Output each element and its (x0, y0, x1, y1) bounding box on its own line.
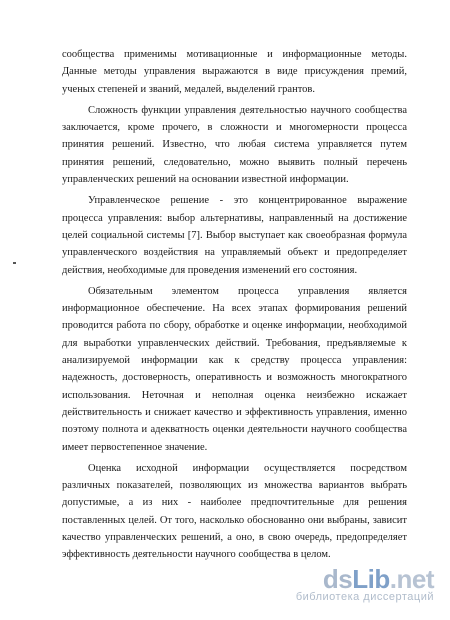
watermark-logo (323, 566, 434, 592)
paragraph: Управленческое решение - это концентрированное выражение процесса управления: выбор альтернативы, направленный на достижение целей социальной системы [7]. Выбор выступает как своеобразная формула управленческого воздействия на управляемый объект и предопределяет действия, необходимые для проведения изменений его состояния. (62, 195, 407, 276)
paragraph: сообщества применимы мотивационные и информационные методы. Данные методы управления выражаются в виде присуждения премий, ученых степеней и званий, медалей, выделений грантов. (62, 49, 407, 95)
watermark-logo-part: .net (389, 564, 434, 594)
watermark-subtitle: библиотека диссертаций (295, 591, 434, 603)
margin-mark (13, 262, 16, 264)
paragraph: Обязательным элементом процесса управления является информационное обеспечение. На всех этапах формирования решений проводится работа по сбору, обработке и оценке информации, необходимой для выработки управленческих действий. Требования, предъявляемые к анализируемой информации как к средству процесса управления: надежность, достоверность, оперативность и возможность многократного использования. Неточная и неполная оценка неизбежно искажает действительность и снижает качество и эффективность управления, именно поэтому полнота и адекватность оценки деятельности научного сообщества имеет первостепенное значение. (62, 285, 407, 453)
body-text (62, 46, 407, 564)
watermark-logo-part: Lib (352, 564, 390, 594)
paragraph: Сложность функции управления деятельностью научного сообщества заключается, кроме прочего, в сложности и многомерности процесса принятия решений. Известно, что любая система управляется путем принятия решений, следовательно, можно выявить полный перечень управленческих решений на основании известной информации. (62, 104, 407, 186)
watermark (264, 566, 434, 606)
paragraph: Оценка исходной информации осуществляется посредством различных показателей, позволяющих из множества вариантов выбрать допустимые, а из них - наиболее предпочтительные для решения поставленных целей. От того, насколько обоснованно они выбраны, зависит качество управленческих решений, а оно, в свою очередь, предопределяет эффективность деятельности научного сообщества в целом. (62, 462, 407, 561)
watermark-logo-part: ds (322, 564, 353, 594)
